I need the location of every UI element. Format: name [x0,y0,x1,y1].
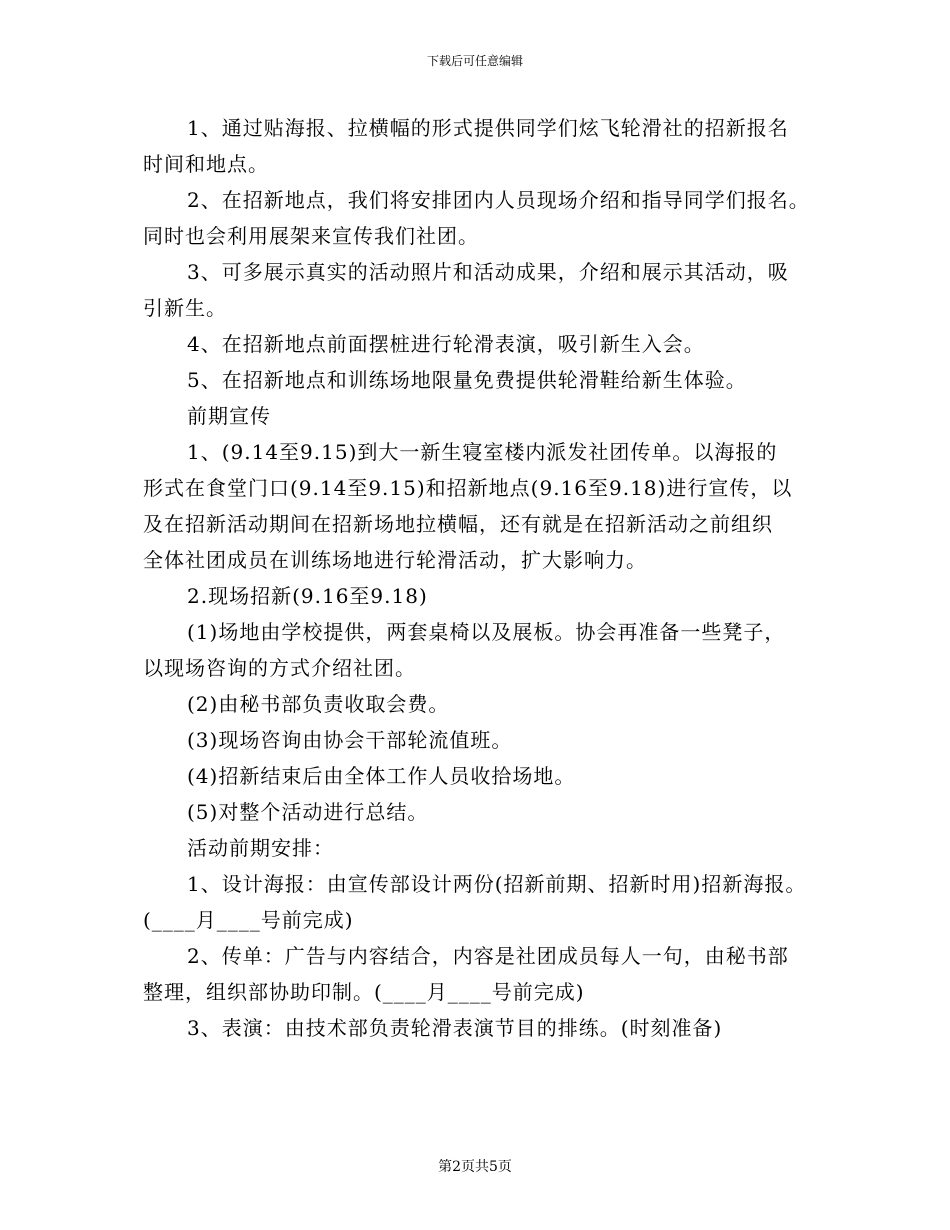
paragraph-promotion-1 [143,434,823,578]
text-line: 2、传单：广告与内容结合，内容是社团成员每人一句，由秘书部 [187,944,789,968]
text-line: 以现场咨询的方式介绍社团。 [143,656,416,680]
document-body [143,110,823,1046]
text-line: 4、在招新地点前面摆桩进行轮滑表演，吸引新生入会。 [187,332,705,356]
text-line: 活动前期安排： [187,836,334,860]
paragraph-2 [143,182,823,254]
text-line: 同时也会利用展架来宣传我们社团。 [143,224,479,248]
text-line: (____月____号前完成) [143,908,354,932]
text-line: 1、设计海报：由宣传部设计两份(招新前期、招新时用)招新海报。 [187,872,807,896]
text-line: 整理，组织部协助印制。(____月____号前完成) [143,980,585,1004]
paragraph-onsite-4 [143,758,823,794]
text-line: 1、(9.14至9.15)到大一新生寝室楼内派发社团传单。以海报的 [187,440,778,464]
paragraph-prep-1 [143,866,823,938]
text-line: 1、通过贴海报、拉横幅的形式提供同学们炫飞轮滑社的招新报名 [187,116,789,140]
text-line: (3)现场咨询由协会干部轮流值班。 [187,728,513,752]
text-line: 引新生。 [143,296,227,320]
text-line: 形式在食堂门口(9.14至9.15)和招新地点(9.16至9.18)进行宣传，以 [143,476,793,500]
text-line: 2.现场招新(9.16至9.18) [187,584,428,608]
text-line: 2、在招新地点，我们将安排团内人员现场介绍和指导同学们报名。 [187,188,810,212]
text-line: 全体社团成员在训练场地进行轮滑活动，扩大影响力。 [143,548,647,572]
text-line: (5)对整个活动进行总结。 [187,800,429,824]
text-line: (2)由秘书部负责收取会费。 [187,692,450,716]
text-line: (1)场地由学校提供，两套桌椅以及展板。协会再准备一些凳子， [187,620,786,644]
page-header: 下载后可任意编辑 [426,54,523,68]
paragraph-onsite-1 [143,614,823,686]
paragraph-5 [143,362,823,398]
text-line: 5、在招新地点和训练场地限量免费提供轮滑鞋给新生体验。 [187,368,747,392]
text-line: 3、可多展示真实的活动照片和活动成果，介绍和展示其活动，吸 [187,260,789,284]
text-line: (4)招新结束后由全体工作人员收拾场地。 [187,764,576,788]
page-footer: 第2页共5页 [438,1159,512,1175]
paragraph-1 [143,110,823,182]
text-line: 及在招新活动期间在招新场地拉横幅，还有就是在招新活动之前组织 [143,512,773,536]
section-heading-preparation [143,830,823,866]
text-line: 前期宣传 [187,404,271,428]
paragraph-4 [143,326,823,362]
paragraph-onsite-2 [143,686,823,722]
paragraph-onsite-recruiting [143,578,823,614]
paragraph-prep-2 [143,938,823,1010]
paragraph-onsite-5 [143,794,823,830]
paragraph-3 [143,254,823,326]
section-heading-promotion [143,398,823,434]
paragraph-onsite-3 [143,722,823,758]
paragraph-prep-3 [143,1010,823,1046]
text-line: 时间和地点。 [143,152,269,176]
text-line: 3、表演：由技术部负责轮滑表演节目的排练。(时刻准备) [187,1016,723,1040]
